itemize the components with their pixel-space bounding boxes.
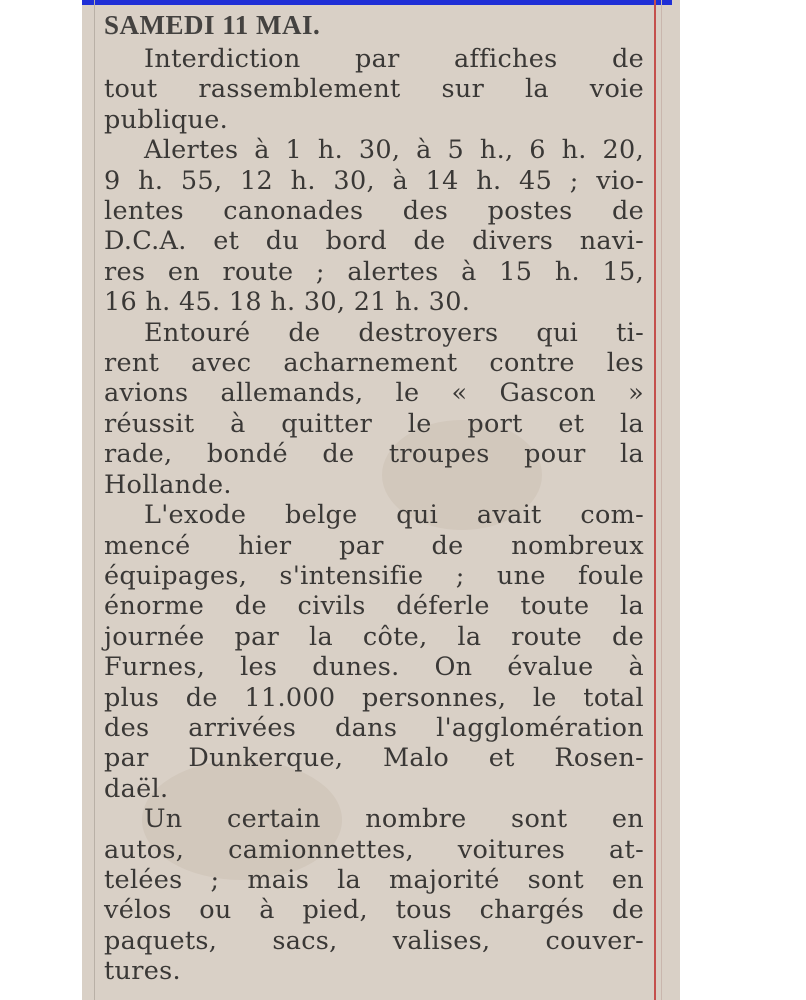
text-line: par Dunkerque, Malo et Rosen- <box>104 743 644 774</box>
text-line: avions allemands, le « Gascon » <box>104 378 644 409</box>
text-line: telées ; mais la majorité sont en <box>104 864 644 895</box>
text-line: autos, camionnettes, voitures at- <box>104 834 644 865</box>
text-line: tures. <box>104 956 181 987</box>
text-line: publique. <box>104 104 229 135</box>
text-line: Interdiction par affiches de <box>144 44 644 74</box>
text-line: rade, bondé de troupes pour la <box>104 439 644 470</box>
text-line: vélos ou à pied, tous chargés de <box>104 895 644 926</box>
text-line: rent avec acharnement contre les <box>104 348 644 379</box>
newspaper-clipping <box>82 0 680 1000</box>
article-paragraph <box>104 804 644 986</box>
text-line: lentes canonades des postes de <box>104 196 644 227</box>
text-line: daël. <box>104 773 169 804</box>
text-line: 9 h. 55, 12 h. 30, à 14 h. 45 ; vio- <box>104 165 644 196</box>
text-line: L'exode belge qui avait com- <box>144 500 644 531</box>
text-line: Entouré de destroyers qui ti- <box>144 317 644 348</box>
article-body <box>104 44 644 987</box>
text-line: équipages, s'intensifie ; une foule <box>104 560 644 591</box>
text-line: mencé hier par de nombreux <box>104 530 644 561</box>
text-line: res en route ; alertes à 15 h. 15, <box>104 256 644 287</box>
text-line: énorme de civils déferle toute la <box>104 591 644 622</box>
text-line: journée par la côte, la route de <box>104 621 644 652</box>
left-column-rule <box>94 0 95 1000</box>
text-line: Furnes, les dunes. On évalue à <box>104 652 644 683</box>
article-heading: SAMEDI 11 MAI. <box>104 10 321 40</box>
text-line: plus de 11.000 personnes, le total <box>104 682 644 713</box>
right-margin-red-line <box>654 0 656 1000</box>
top-border <box>82 0 672 5</box>
text-line: Un certain nombre sont en <box>144 804 644 835</box>
article-paragraph <box>104 500 644 804</box>
text-line: Hollande. <box>104 469 232 500</box>
text-line: Alertes à 1 h. 30, à 5 h., 6 h. 20, <box>144 135 644 166</box>
article-paragraph <box>104 44 644 135</box>
text-line: 16 h. 45. 18 h. 30, 21 h. 30. <box>104 287 471 318</box>
right-column-rule <box>661 0 662 1000</box>
text-line: tout rassemblement sur la voie <box>104 74 644 105</box>
article-paragraph <box>104 135 644 317</box>
text-line: réussit à quitter le port et la <box>104 408 644 439</box>
article-paragraph <box>104 318 644 500</box>
text-line: paquets, sacs, valises, couver- <box>104 925 644 956</box>
text-line: des arrivées dans l'agglomération <box>104 712 644 743</box>
article-column <box>104 6 644 987</box>
text-line: D.C.A. et du bord de divers navi- <box>104 226 644 257</box>
